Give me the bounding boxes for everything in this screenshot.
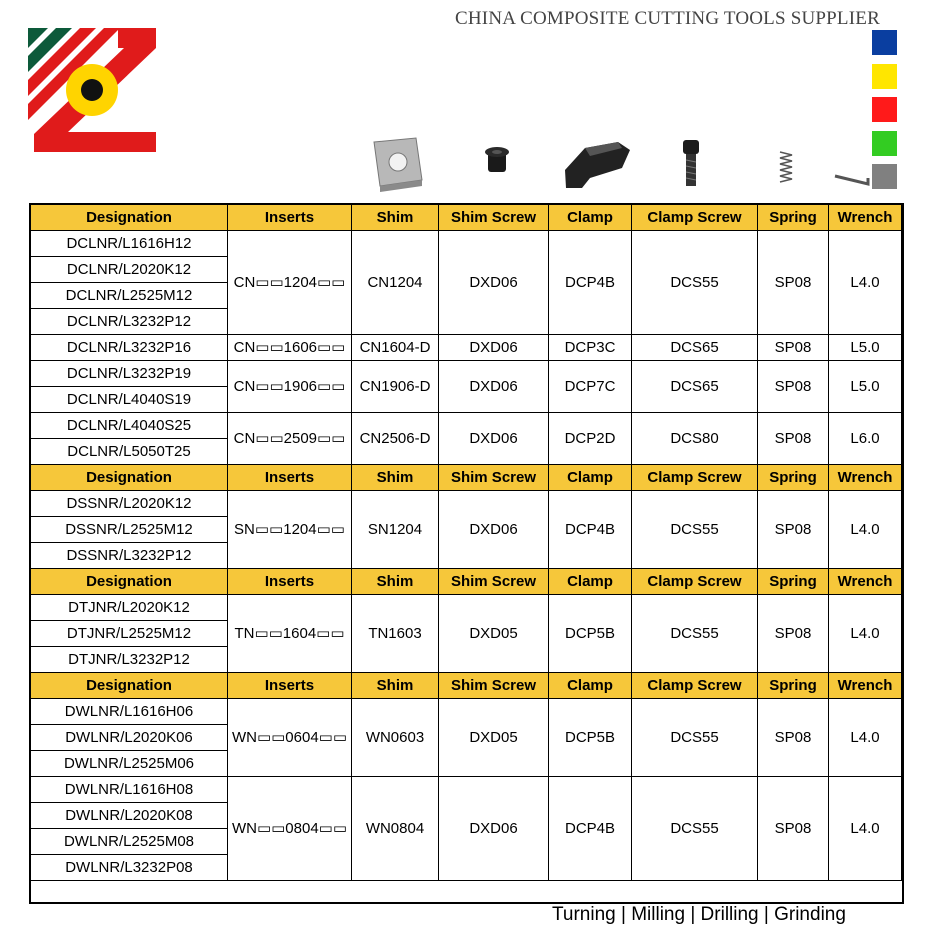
color-swatch — [872, 30, 897, 55]
color-swatch — [872, 64, 897, 89]
designation-cell: DCLNR/L3232P19 — [31, 361, 228, 387]
designation-cell: DSSNR/L2525M12 — [31, 517, 228, 543]
clamp-cell: DCP3C — [549, 335, 632, 361]
clamp-screw-cell: DCS80 — [632, 413, 758, 465]
column-header: Spring — [758, 205, 829, 231]
shim-cell: WN0603 — [352, 699, 439, 777]
supplier-banner: CHINA COMPOSITE CUTTING TOOLS SUPPLIER — [455, 8, 880, 29]
inserts-cell: WN▭▭0604▭▭ — [228, 699, 352, 777]
inserts-cell: SN▭▭1204▭▭ — [228, 491, 352, 569]
spring-cell: SP08 — [758, 413, 829, 465]
column-header: Designation — [31, 673, 228, 699]
column-header: Clamp — [549, 205, 632, 231]
clamp-screw-cell: DCS55 — [632, 231, 758, 335]
inserts-cell: TN▭▭1604▭▭ — [228, 595, 352, 673]
inserts-cell: CN▭▭1906▭▭ — [228, 361, 352, 413]
designation-cell: DCLNR/L3232P12 — [31, 309, 228, 335]
table-row — [31, 491, 902, 517]
designation-cell: DWLNR/L2525M06 — [31, 751, 228, 777]
clamp-screw-cell: DCS65 — [632, 361, 758, 413]
inserts-cell: CN▭▭2509▭▭ — [228, 413, 352, 465]
column-header: Shim — [352, 569, 439, 595]
column-header: Inserts — [228, 673, 352, 699]
clamp-screw-cell: DCS65 — [632, 335, 758, 361]
column-header: Wrench — [829, 465, 902, 491]
table-row — [31, 777, 902, 803]
clamp-screw-cell: DCS55 — [632, 595, 758, 673]
column-header: Inserts — [228, 569, 352, 595]
column-header: Shim Screw — [439, 673, 549, 699]
designation-cell: DCLNR/L2525M12 — [31, 283, 228, 309]
wrench-cell: L4.0 — [829, 777, 902, 881]
spring-cell: SP08 — [758, 231, 829, 335]
designation-cell: DWLNR/L3232P08 — [31, 855, 228, 881]
spring-cell: SP08 — [758, 595, 829, 673]
shim-screw-cell: DXD06 — [439, 491, 549, 569]
designation-cell: DWLNR/L2525M08 — [31, 829, 228, 855]
column-header: Spring — [758, 465, 829, 491]
table-row — [31, 413, 902, 439]
company-logo — [28, 28, 158, 153]
shim-screw-cell: DXD06 — [439, 335, 549, 361]
shim-cell: TN1603 — [352, 595, 439, 673]
column-header: Inserts — [228, 205, 352, 231]
column-header: Designation — [31, 465, 228, 491]
spring-cell: SP08 — [758, 335, 829, 361]
column-header: Clamp — [549, 465, 632, 491]
inserts-cell: WN▭▭0804▭▭ — [228, 777, 352, 881]
column-header-row — [31, 673, 902, 699]
designation-cell: DSSNR/L2020K12 — [31, 491, 228, 517]
column-header: Shim — [352, 465, 439, 491]
shim-cell: CN1204 — [352, 231, 439, 335]
column-header: Shim — [352, 205, 439, 231]
column-header-row — [31, 205, 902, 231]
designation-cell: DCLNR/L3232P16 — [31, 335, 228, 361]
spring-icon — [780, 152, 792, 182]
column-header: Clamp Screw — [632, 465, 758, 491]
shim-cell: CN1906-D — [352, 361, 439, 413]
table-row — [31, 595, 902, 621]
column-header: Shim — [352, 673, 439, 699]
wrench-cell: L4.0 — [829, 231, 902, 335]
wrench-cell: L4.0 — [829, 699, 902, 777]
clamp-cell: DCP4B — [549, 491, 632, 569]
column-header: Designation — [31, 205, 228, 231]
clamp-cell: DCP5B — [549, 699, 632, 777]
clamp-screw-cell: DCS55 — [632, 491, 758, 569]
shim-screw-cell: DXD05 — [439, 595, 549, 673]
column-header-row — [31, 465, 902, 491]
shim-screw-cell: DXD05 — [439, 699, 549, 777]
table-row — [31, 335, 902, 361]
parts-spec-table — [30, 204, 902, 881]
designation-cell: DCLNR/L2020K12 — [31, 257, 228, 283]
wrench-cell: L4.0 — [829, 491, 902, 569]
wrench-icon — [835, 176, 868, 184]
designation-cell: DCLNR/L5050T25 — [31, 439, 228, 465]
footer-tagline: Turning | Milling | Drilling | Grinding — [552, 904, 846, 925]
clamp-cell: DCP4B — [549, 777, 632, 881]
designation-cell: DTJNR/L2020K12 — [31, 595, 228, 621]
column-header: Clamp Screw — [632, 673, 758, 699]
designation-cell: DWLNR/L1616H06 — [31, 699, 228, 725]
column-header: Wrench — [829, 673, 902, 699]
clamp-screw-icon — [683, 140, 699, 186]
column-header: Clamp — [549, 569, 632, 595]
column-header: Clamp Screw — [632, 569, 758, 595]
wrench-cell: L5.0 — [829, 335, 902, 361]
designation-cell: DTJNR/L2525M12 — [31, 621, 228, 647]
clamp-cell: DCP2D — [549, 413, 632, 465]
inserts-cell: CN▭▭1606▭▭ — [228, 335, 352, 361]
shim-screw-cell: DXD06 — [439, 777, 549, 881]
column-header: Shim Screw — [439, 465, 549, 491]
parts-illustration — [360, 130, 905, 200]
designation-cell: DCLNR/L1616H12 — [31, 231, 228, 257]
inserts-cell: CN▭▭1204▭▭ — [228, 231, 352, 335]
designation-cell: DWLNR/L1616H08 — [31, 777, 228, 803]
column-header: Shim Screw — [439, 205, 549, 231]
designation-cell: DTJNR/L3232P12 — [31, 647, 228, 673]
table-row — [31, 361, 902, 387]
clamp-cell: DCP4B — [549, 231, 632, 335]
wrench-cell: L4.0 — [829, 595, 902, 673]
column-header: Wrench — [829, 569, 902, 595]
column-header: Designation — [31, 569, 228, 595]
shim-cell: SN1204 — [352, 491, 439, 569]
column-header-row — [31, 569, 902, 595]
column-header: Spring — [758, 673, 829, 699]
designation-cell: DWLNR/L2020K06 — [31, 725, 228, 751]
spring-cell: SP08 — [758, 491, 829, 569]
column-header: Wrench — [829, 205, 902, 231]
clamp-icon — [565, 142, 630, 188]
spring-cell: SP08 — [758, 699, 829, 777]
wrench-cell: L6.0 — [829, 413, 902, 465]
shim-icon — [485, 147, 509, 172]
column-header: Clamp Screw — [632, 205, 758, 231]
insert-icon — [374, 138, 422, 192]
wrench-cell: L5.0 — [829, 361, 902, 413]
shim-cell: CN1604-D — [352, 335, 439, 361]
table-row — [31, 231, 902, 257]
clamp-screw-cell: DCS55 — [632, 699, 758, 777]
shim-cell: WN0804 — [352, 777, 439, 881]
shim-screw-cell: DXD06 — [439, 231, 549, 335]
designation-cell: DSSNR/L3232P12 — [31, 543, 228, 569]
designation-cell: DCLNR/L4040S19 — [31, 387, 228, 413]
clamp-cell: DCP5B — [549, 595, 632, 673]
column-header: Spring — [758, 569, 829, 595]
shim-cell: CN2506-D — [352, 413, 439, 465]
clamp-cell: DCP7C — [549, 361, 632, 413]
designation-cell: DCLNR/L4040S25 — [31, 413, 228, 439]
column-header: Shim Screw — [439, 569, 549, 595]
clamp-screw-cell: DCS55 — [632, 777, 758, 881]
color-swatch — [872, 97, 897, 122]
column-header: Inserts — [228, 465, 352, 491]
designation-cell: DWLNR/L2020K08 — [31, 803, 228, 829]
spring-cell: SP08 — [758, 361, 829, 413]
table-row — [31, 699, 902, 725]
column-header: Clamp — [549, 673, 632, 699]
shim-screw-cell: DXD06 — [439, 361, 549, 413]
spring-cell: SP08 — [758, 777, 829, 881]
shim-screw-cell: DXD06 — [439, 413, 549, 465]
